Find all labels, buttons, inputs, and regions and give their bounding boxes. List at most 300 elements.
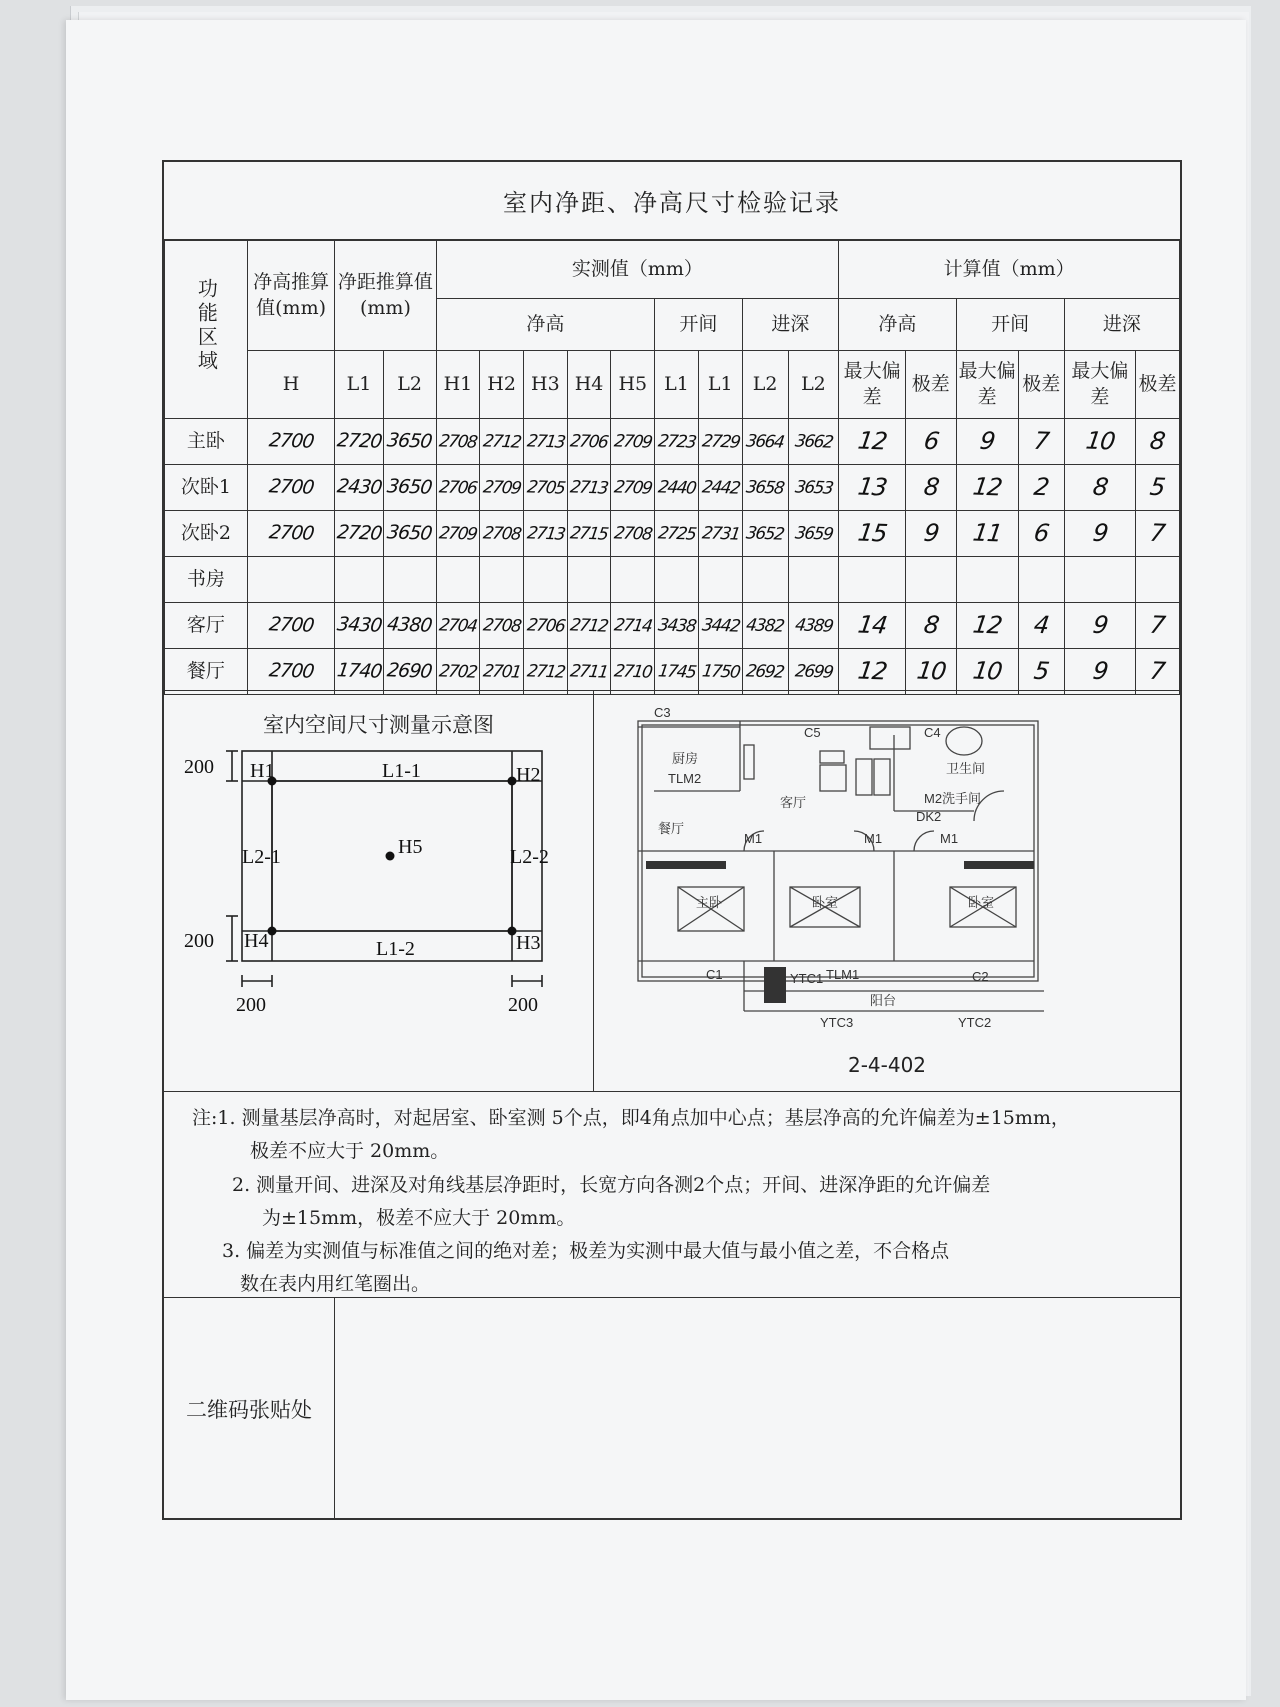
- cell-kai-1-value: 2440: [656, 477, 697, 499]
- cell-area: [165, 557, 248, 603]
- cell-h1: [436, 557, 480, 603]
- cell-H-value: 2700: [267, 658, 315, 683]
- label-h5: H5: [398, 836, 423, 858]
- cell-jin-2: [788, 419, 839, 465]
- header-measured: 实测值（mm）: [436, 241, 839, 299]
- cell-calc-1-value: 14: [855, 610, 889, 640]
- cell-area-value: 餐厅: [186, 659, 225, 682]
- cell-calc-3-value: 11: [971, 518, 1004, 548]
- header-max-dev-3: 最大偏差: [1064, 351, 1135, 419]
- cell-calc-3-value: 12: [971, 610, 1004, 640]
- table-row: [165, 557, 1180, 603]
- cell-jin-2-value: 3659: [793, 523, 834, 545]
- cell-h3: [524, 603, 568, 649]
- cell-calc-5: [1064, 419, 1135, 465]
- cell-L1: [335, 649, 383, 695]
- cell-calc-2: [905, 465, 956, 511]
- cell-calc-2: [905, 649, 956, 695]
- cell-calc-4: [1018, 557, 1064, 603]
- cell-kai-2: [698, 511, 742, 557]
- cell-h3: [524, 649, 568, 695]
- table-row: [165, 419, 1180, 465]
- cell-calc-3: [956, 557, 1018, 603]
- cell-h5-value: 2709: [612, 477, 653, 499]
- diagram-section: [164, 690, 1180, 1092]
- cell-h1-value: 2709: [438, 523, 478, 545]
- cell-kai-1: [655, 649, 699, 695]
- table-row: [165, 649, 1180, 695]
- plan-kitchen: 厨房: [672, 751, 699, 766]
- cell-L2-value: 3650: [386, 428, 434, 453]
- cell-kai-2: [698, 419, 742, 465]
- cell-kai-1: [655, 557, 699, 603]
- cell-calc-6-value: 7: [1148, 611, 1167, 640]
- plan-wardrobe-1: [646, 861, 726, 869]
- cell-L2-value: 4380: [386, 612, 434, 637]
- cell-jin-1: [742, 465, 788, 511]
- cell-area: [165, 511, 248, 557]
- table-row: [165, 603, 1180, 649]
- cell-H: [247, 465, 334, 511]
- note-1-line-1: 1. 测量基层净高时，对起居室、卧室测 5个点，即4角点加中心点；基层净高的允许偏差为±15mm，: [217, 1107, 1070, 1129]
- plan-c4: C4: [924, 725, 941, 740]
- plan-balcony: 阳台: [870, 993, 897, 1008]
- cell-area: [165, 419, 248, 465]
- cell-kai-1: [655, 511, 699, 557]
- label-200-right: 200: [508, 994, 538, 1016]
- cell-L1: [335, 511, 383, 557]
- cell-L2: [383, 649, 436, 695]
- cell-H: [247, 649, 334, 695]
- cell-calc-6: [1136, 649, 1180, 695]
- cell-jin-2: [788, 465, 839, 511]
- cell-calc-5-value: 9: [1090, 657, 1110, 686]
- cell-h2-value: 2712: [481, 431, 522, 453]
- cell-calc-4-value: 6: [1032, 519, 1051, 548]
- cell-calc-6-value: 8: [1148, 427, 1167, 456]
- header-max-dev-1: 最大偏差: [839, 351, 906, 419]
- header-net-height: 净高: [436, 299, 655, 351]
- cell-calc-3-value: 12: [971, 472, 1004, 502]
- cell-calc-3: [956, 465, 1018, 511]
- plan-m1b: M1: [864, 831, 883, 846]
- cell-h4-value: 2715: [569, 523, 610, 545]
- cell-h3: [524, 465, 568, 511]
- cell-L1-value: 2720: [335, 520, 383, 545]
- cell-H: [247, 557, 334, 603]
- cell-jin-2: [788, 511, 839, 557]
- note-1-line-2: 极差不应大于 20mm。: [250, 1140, 450, 1163]
- cell-calc-6: [1136, 603, 1180, 649]
- cell-calc-4: [1018, 465, 1064, 511]
- cell-H-value: 2700: [267, 612, 315, 637]
- cell-L2-value: 2690: [386, 658, 434, 683]
- cell-calc-5: [1064, 511, 1135, 557]
- note-2-line-1: 2. 测量开间、进深及对角线基层净距时，长宽方向各测2个点；开间、进深净距的允许偏差: [232, 1173, 991, 1196]
- cell-h3-value: 2712: [525, 661, 566, 683]
- plan-wardrobe-2: [964, 861, 1034, 869]
- cell-h3: [524, 511, 568, 557]
- cell-calc-2-value: 8: [921, 611, 940, 640]
- cell-calc-2: [905, 419, 956, 465]
- cell-calc-1: [839, 465, 906, 511]
- cell-h1: [436, 649, 480, 695]
- floor-plan: [594, 691, 1180, 1091]
- cell-h5-value: 2708: [612, 523, 653, 545]
- cell-h4-value: 2713: [569, 477, 610, 499]
- table-row: [165, 511, 1180, 557]
- cell-h5: [611, 419, 655, 465]
- plan-c1: C1: [706, 967, 723, 982]
- cell-h2-value: 2701: [481, 661, 522, 683]
- note-3-line-1: 3. 偏差为实测值与标准值之间的绝对差；极差为实测中最大值与最小值之差，不合格点: [222, 1240, 950, 1262]
- plan-master: 主卧: [696, 895, 723, 910]
- cell-kai-1-value: 1745: [656, 661, 697, 683]
- cell-calc-6-value: 7: [1148, 657, 1167, 686]
- cell-calc-1-value: 13: [855, 472, 889, 502]
- diagram-drawing: [164, 691, 594, 1091]
- cell-h4-value: 2712: [569, 615, 610, 637]
- cell-H: [247, 419, 334, 465]
- cell-h4: [567, 649, 611, 695]
- cell-calc-6: [1136, 511, 1180, 557]
- cell-calc-5-value: 9: [1090, 519, 1110, 548]
- cell-L1: [335, 603, 383, 649]
- cell-calc-4: [1018, 419, 1064, 465]
- cell-area-value: 次卧1: [180, 475, 231, 498]
- header-L1: L1: [335, 351, 383, 419]
- cell-h3-value: 2706: [525, 615, 566, 637]
- cell-h2-value: 2708: [481, 615, 522, 637]
- plan-tlm1: TLM1: [826, 967, 860, 982]
- cell-kai-1: [655, 419, 699, 465]
- cell-kai-2: [698, 557, 742, 603]
- cell-h1: [436, 603, 480, 649]
- cell-area-value: 书房: [186, 567, 225, 590]
- cell-calc-1-value: 15: [855, 518, 889, 548]
- header-bay: 开间: [655, 299, 742, 351]
- cell-kai-2: [698, 649, 742, 695]
- plan-tlm2: TLM2: [668, 771, 702, 786]
- cell-calc-6: [1136, 465, 1180, 511]
- header-calc-depth: 进深: [1064, 299, 1179, 351]
- cell-L2-value: 3650: [386, 474, 434, 499]
- header-range-2: 极差: [1018, 351, 1064, 419]
- header-calc-net-height: 净高: [839, 299, 956, 351]
- cell-h5-value: 2709: [612, 431, 653, 453]
- cell-h2-value: 2708: [481, 523, 522, 545]
- plan-m1c: M1: [940, 831, 959, 846]
- cell-jin-2-value: 4389: [793, 615, 834, 637]
- cell-calc-5-value: 8: [1090, 473, 1110, 502]
- label-h3: H3: [516, 932, 541, 954]
- cell-calc-2-value: 8: [921, 473, 940, 502]
- cell-h4: [567, 557, 611, 603]
- cell-H: [247, 511, 334, 557]
- cell-jin-1: [742, 557, 788, 603]
- cell-kai-1: [655, 465, 699, 511]
- cell-L1-value: 2430: [335, 474, 383, 499]
- cell-jin-2: [788, 603, 839, 649]
- cell-area: [165, 465, 248, 511]
- cell-calc-6: [1136, 557, 1180, 603]
- cell-calc-4: [1018, 511, 1064, 557]
- cell-area: [165, 603, 248, 649]
- cell-jin-1-value: 3658: [745, 477, 786, 499]
- cell-calc-5-value: 10: [1083, 426, 1117, 456]
- cell-jin-2-value: 3662: [793, 431, 834, 453]
- notes-prefix: 注:: [192, 1107, 218, 1129]
- cell-jin-1: [742, 603, 788, 649]
- label-l1-2: L1-2: [376, 938, 415, 960]
- cell-kai-2-value: 1750: [700, 661, 741, 683]
- cell-jin-1-value: 2692: [745, 661, 786, 683]
- label-h4: H4: [244, 930, 269, 952]
- cell-h3-value: 2713: [525, 523, 566, 545]
- plan-dining: 餐厅: [658, 821, 685, 836]
- header-max-dev-2: 最大偏差: [956, 351, 1018, 419]
- header-calc-bay: 开间: [956, 299, 1064, 351]
- cell-h2: [480, 465, 524, 511]
- cell-kai-2-value: 2442: [700, 477, 741, 499]
- cell-L2: [383, 511, 436, 557]
- cell-kai-1-value: 2725: [656, 523, 697, 545]
- cell-h1: [436, 465, 480, 511]
- floor-plan-drawing: [594, 691, 1180, 1051]
- cell-calc-4-value: 5: [1032, 657, 1051, 686]
- cell-calc-4: [1018, 603, 1064, 649]
- cell-jin-1: [742, 419, 788, 465]
- cell-calc-5: [1064, 557, 1135, 603]
- plan-ytc3: YTC3: [820, 1015, 854, 1030]
- cell-calc-4-value: 2: [1032, 473, 1051, 502]
- cell-h2-value: 2709: [481, 477, 522, 499]
- qr-code-area: [164, 1298, 1180, 1520]
- header-calculated: 计算值（mm）: [839, 241, 1180, 299]
- cell-h2: [480, 649, 524, 695]
- note-2-line-2: 为±15mm，极差不应大于 20mm。: [262, 1206, 576, 1229]
- cell-h4-value: 2711: [569, 661, 610, 683]
- cell-calc-1-value: 12: [855, 656, 889, 686]
- cell-jin-2: [788, 649, 839, 695]
- paper-sheet: [66, 20, 1246, 1700]
- header-range-1: 极差: [905, 351, 956, 419]
- cell-calc-1: [839, 603, 906, 649]
- cell-h5: [611, 603, 655, 649]
- header-H3: H3: [524, 351, 568, 419]
- cell-h4: [567, 465, 611, 511]
- cell-area-value: 次卧2: [180, 521, 231, 544]
- cell-area-value: 客厅: [186, 613, 225, 636]
- qr-label: 二维码张贴处: [164, 1298, 335, 1520]
- cell-kai-2-value: 3442: [700, 615, 741, 637]
- cell-calc-1-value: 12: [855, 426, 889, 456]
- cell-calc-6-value: 5: [1148, 473, 1167, 502]
- cell-H-value: 2700: [267, 474, 315, 499]
- cell-h5: [611, 649, 655, 695]
- cell-area: [165, 649, 248, 695]
- cell-h1-value: 2706: [438, 477, 478, 499]
- form-title: 室内净距、净高尺寸检验记录: [164, 162, 1180, 240]
- plan-c2: C2: [972, 969, 989, 984]
- cell-jin-2-value: 3653: [793, 477, 834, 499]
- label-l2-2: L2-2: [510, 846, 549, 868]
- cell-calc-4: [1018, 649, 1064, 695]
- cell-h2: [480, 557, 524, 603]
- inspection-form: [162, 160, 1182, 1520]
- cell-calc-2-value: 6: [921, 427, 940, 456]
- cell-jin-2-value: 2699: [793, 661, 834, 683]
- header-H1: H1: [436, 351, 480, 419]
- header-H5: H5: [611, 351, 655, 419]
- cell-calc-6: [1136, 419, 1180, 465]
- measurement-diagram: [164, 691, 594, 1091]
- cell-h2: [480, 419, 524, 465]
- plan-ytc1: YTC1: [790, 971, 824, 986]
- cell-calc-1: [839, 511, 906, 557]
- note-3-line-2: 数在表内用红笔圈出。: [240, 1273, 431, 1296]
- cell-h3-value: 2705: [525, 477, 566, 499]
- label-l2-1: L2-1: [242, 846, 281, 868]
- cell-L1: [335, 557, 383, 603]
- cell-calc-2: [905, 557, 956, 603]
- label-200-bottom: 200: [184, 930, 214, 952]
- cell-h5: [611, 557, 655, 603]
- cell-calc-6-value: 7: [1148, 519, 1167, 548]
- cell-calc-2-value: 10: [914, 656, 947, 686]
- plan-bed-b: 卧室: [968, 895, 995, 910]
- header-H2: H2: [480, 351, 524, 419]
- label-200-left: 200: [236, 994, 266, 1016]
- cell-jin-1-value: 3664: [745, 431, 786, 453]
- cell-h2: [480, 603, 524, 649]
- cell-jin-1-value: 4382: [745, 615, 786, 637]
- plan-living: 客厅: [780, 795, 807, 810]
- cell-h5-value: 2710: [612, 661, 653, 683]
- point-h4: [268, 927, 277, 936]
- cell-area-value: 主卧: [186, 429, 225, 452]
- cell-h5: [611, 465, 655, 511]
- cell-jin-1: [742, 511, 788, 557]
- plan-bed-a: 卧室: [812, 895, 839, 910]
- header-jin-L2a: L2: [742, 351, 788, 419]
- plan-ytc2: YTC2: [958, 1015, 992, 1030]
- cell-h1: [436, 419, 480, 465]
- cell-kai-2-value: 2729: [700, 431, 741, 453]
- cell-L2-value: 3650: [386, 520, 434, 545]
- cell-h1-value: 2702: [438, 661, 478, 683]
- plan-c3: C3: [654, 705, 671, 720]
- plan-c5: C5: [804, 725, 821, 740]
- cell-kai-1-value: 2723: [656, 431, 697, 453]
- cell-h4: [567, 603, 611, 649]
- header-area: 功能区域: [165, 241, 248, 419]
- cell-h4: [567, 419, 611, 465]
- header-dist-est: 净距推算值(mm): [335, 241, 436, 351]
- label-200-top: 200: [184, 756, 214, 778]
- plan-bath: 卫生间: [946, 761, 986, 776]
- cell-jin-1: [742, 649, 788, 695]
- cell-L2: [383, 465, 436, 511]
- cell-h3: [524, 557, 568, 603]
- cell-kai-2: [698, 465, 742, 511]
- cell-h3-value: 2713: [525, 431, 566, 453]
- cell-L1: [335, 419, 383, 465]
- header-H4: H4: [567, 351, 611, 419]
- header-L2: L2: [383, 351, 436, 419]
- cell-jin-1-value: 3652: [745, 523, 786, 545]
- table-row: [165, 465, 1180, 511]
- cell-H-value: 2700: [267, 520, 315, 545]
- cell-L1-value: 3430: [335, 612, 383, 637]
- cell-calc-5: [1064, 465, 1135, 511]
- cell-calc-3-value: 10: [971, 656, 1004, 686]
- cell-calc-2: [905, 511, 956, 557]
- plan-m1a: M1: [744, 831, 763, 846]
- header-H: H: [247, 351, 334, 419]
- note-1: [192, 1102, 1160, 1135]
- cell-calc-4-value: 4: [1032, 611, 1051, 640]
- cell-L1: [335, 465, 383, 511]
- measurement-table: [164, 240, 1180, 695]
- cell-L2: [383, 557, 436, 603]
- cell-calc-1: [839, 649, 906, 695]
- plan-id: 2-4-402: [847, 1053, 927, 1077]
- cell-calc-3: [956, 649, 1018, 695]
- notes-section: [164, 1092, 1180, 1298]
- header-height-est: 净高推算值(mm): [247, 241, 334, 351]
- cell-calc-3: [956, 511, 1018, 557]
- header-jin-L2b: L2: [788, 351, 839, 419]
- cell-calc-5-value: 9: [1090, 611, 1110, 640]
- cell-kai-2-value: 2731: [700, 523, 741, 545]
- cell-calc-2-value: 9: [921, 519, 940, 548]
- header-kai-L1b: L1: [698, 351, 742, 419]
- cell-kai-1-value: 3438: [656, 615, 697, 637]
- cell-calc-5: [1064, 603, 1135, 649]
- cell-calc-3: [956, 419, 1018, 465]
- cell-kai-1: [655, 603, 699, 649]
- header-depth: 进深: [742, 299, 839, 351]
- cell-h2: [480, 511, 524, 557]
- plan-m2: M2洗手间: [924, 791, 982, 806]
- cell-h5: [611, 511, 655, 557]
- cell-h1-value: 2704: [438, 615, 478, 637]
- label-h2: H2: [516, 764, 541, 786]
- cell-jin-2: [788, 557, 839, 603]
- cell-kai-2: [698, 603, 742, 649]
- cell-calc-3-value: 9: [978, 427, 997, 456]
- label-l1-1: L1-1: [382, 760, 421, 782]
- cell-calc-5: [1064, 649, 1135, 695]
- cell-h4-value: 2706: [569, 431, 610, 453]
- point-h5: [386, 852, 395, 861]
- cell-L2: [383, 603, 436, 649]
- cell-h1: [436, 511, 480, 557]
- header-range-3: 极差: [1136, 351, 1180, 419]
- cell-h5-value: 2714: [612, 615, 653, 637]
- header-kai-L1a: L1: [655, 351, 699, 419]
- cell-L1-value: 2720: [335, 428, 383, 453]
- cell-calc-4-value: 7: [1032, 427, 1051, 456]
- cell-calc-1: [839, 557, 906, 603]
- label-h1: H1: [250, 760, 275, 782]
- plan-dk2: DK2: [916, 809, 942, 824]
- cell-calc-1: [839, 419, 906, 465]
- cell-H: [247, 603, 334, 649]
- cell-h1-value: 2708: [438, 431, 478, 453]
- cell-H-value: 2700: [267, 428, 315, 453]
